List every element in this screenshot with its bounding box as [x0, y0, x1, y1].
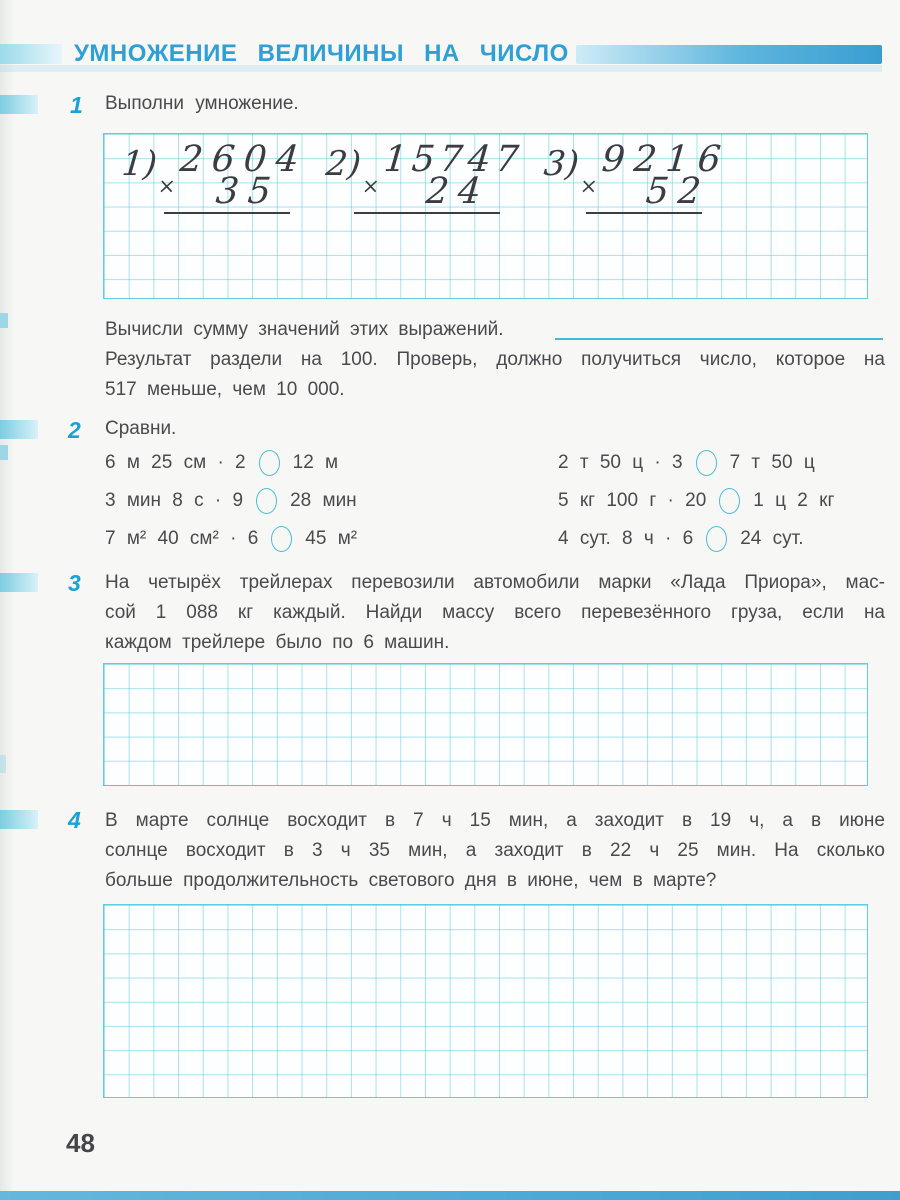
compare-circle-icon[interactable]	[259, 450, 280, 476]
task4-text-line3: больше продолжительность светового дня в июне, чем в марте?	[105, 870, 717, 891]
compare-row	[105, 450, 338, 476]
compare-left-expression: 4 сут. 8 ч · 6	[558, 528, 694, 549]
problem3-rule	[586, 212, 702, 214]
problem3-label: 3)	[542, 144, 581, 184]
compare-left-expression: 7 м² 40 см² · 6	[105, 528, 259, 549]
problem2-multiplier: 24	[424, 171, 492, 212]
task3-number: 3	[68, 570, 81, 596]
compare-left-expression: 3 мин 8 с · 9	[105, 490, 244, 511]
problem3-multiplier: 52	[644, 171, 712, 212]
task1-instruction: Выполни умножение.	[105, 93, 299, 114]
task2-accent-bar	[0, 420, 38, 439]
problem2-rule	[354, 212, 500, 214]
compare-right-expression: 7 т 50 ц	[729, 452, 815, 473]
compare-right-expression: 1 ц 2 кг	[753, 490, 835, 511]
task1-accent-bar	[0, 95, 38, 114]
margin-square-3	[0, 755, 6, 773]
problem2-label: 2)	[324, 144, 363, 184]
task4-text-line1: В марте солнце восходит в 7 ч 15 мин, а заходит в 19 ч, а в июне	[105, 810, 885, 831]
task1-followup-line3: 517 меньше, чем 10 000.	[105, 379, 345, 400]
task4-accent-bar	[0, 810, 38, 829]
header-echo-band	[0, 65, 882, 72]
compare-right-expression: 45 м²	[305, 528, 358, 549]
task4-answer-grid	[103, 904, 868, 1098]
problem3-multiply-icon: ×	[578, 174, 599, 198]
compare-circle-icon[interactable]	[719, 488, 740, 514]
problem2-multiplicand: 15747	[382, 139, 526, 180]
compare-row	[558, 488, 834, 514]
problem1-rule	[164, 212, 290, 214]
task3-text-line1: На четырёх трейлерах перевозили автомобили марки «Лада Приора», мас-	[105, 572, 885, 593]
task1-number: 1	[70, 92, 83, 118]
compare-row	[558, 450, 815, 476]
task3-text-line3: каждом трейлере было по 6 машин.	[105, 632, 450, 653]
compare-circle-icon[interactable]	[706, 526, 727, 552]
compare-right-expression: 28 мин	[290, 490, 357, 511]
task4-number: 4	[68, 807, 81, 833]
problem1-multiplier: 35	[214, 171, 282, 212]
page-number: 48	[66, 1128, 95, 1158]
compare-right-expression: 24 сут.	[740, 528, 804, 549]
margin-square-1	[0, 313, 8, 328]
problem1-multiplicand: 2604	[178, 139, 310, 180]
task2-instruction: Сравни.	[105, 418, 177, 439]
problem1-label: 1)	[120, 144, 159, 184]
task3-answer-grid	[103, 663, 868, 786]
compare-left-expression: 2 т 50 ц · 3	[558, 452, 683, 473]
compare-circle-icon[interactable]	[256, 488, 277, 514]
answer-rule-line	[555, 338, 883, 340]
compare-row	[105, 488, 357, 514]
task3-text-line2: сой 1 088 кг каждый. Найди массу всего перевезённого груза, если на	[105, 602, 885, 623]
compare-circle-icon[interactable]	[271, 526, 292, 552]
compare-right-expression: 12 м	[292, 452, 339, 473]
header-right-accent-bar	[576, 45, 882, 64]
task3-accent-bar	[0, 573, 38, 592]
compare-row	[105, 526, 357, 552]
header-left-accent-bar	[0, 44, 62, 64]
task2-number: 2	[68, 417, 81, 443]
problem1-multiply-icon: ×	[156, 174, 177, 198]
bottom-accent-bar	[0, 1191, 900, 1200]
task1-followup-line2: Результат раздели на 100. Проверь, должно получиться число, которое на	[105, 349, 885, 370]
task4-text-line2: солнце восходит в 3 ч 35 мин, а заходит в 22 ч 25 мин. На сколько	[105, 840, 885, 861]
page-title: УМНОЖЕНИЕ ВЕЛИЧИНЫ НА ЧИСЛО	[74, 40, 569, 67]
task1-answer-grid	[103, 133, 868, 299]
compare-circle-icon[interactable]	[696, 450, 717, 476]
problem3-multiplicand: 9216	[600, 139, 732, 180]
task1-followup-line1: Вычисли сумму значений этих выражений.	[105, 319, 504, 340]
margin-square-2	[0, 445, 8, 460]
problem2-multiply-icon: ×	[360, 174, 381, 198]
compare-left-expression: 6 м 25 см · 2	[105, 452, 246, 473]
compare-row	[558, 526, 804, 552]
page-edge-shade	[0, 0, 14, 1200]
compare-left-expression: 5 кг 100 г · 20	[558, 490, 707, 511]
